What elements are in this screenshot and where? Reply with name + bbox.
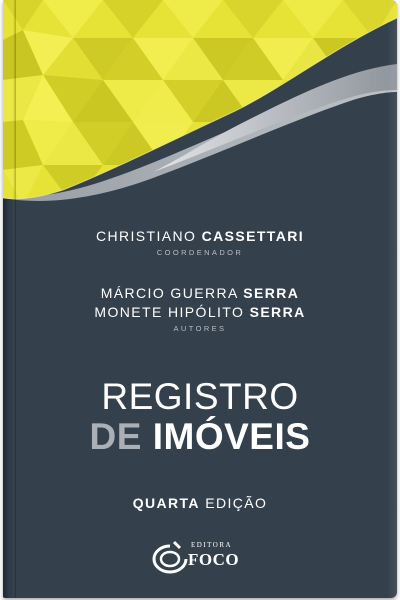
author-name: MONETE HIPÓLITO SERRA: [94, 304, 306, 320]
geometric-header-art: [3, 0, 397, 215]
coordinator-role: COORDENADOR: [156, 248, 244, 257]
edition-label: QUARTA EDIÇÃO: [132, 495, 268, 511]
author-name: MÁRCIO GUERRA SERRA: [100, 285, 300, 301]
authors-role: AUTORES: [173, 324, 227, 333]
publisher-label-small: EDITORA: [191, 541, 233, 549]
publisher-logo: [150, 538, 250, 578]
coordinator-name: CHRISTIANO CASSETTARI: [95, 228, 305, 244]
book-title-line2: DE IMÓVEIS: [89, 416, 311, 457]
book-title-line1: REGISTRO: [101, 376, 299, 417]
publisher-mark-icon: [150, 540, 190, 574]
publisher-name: FOCO: [188, 550, 240, 569]
